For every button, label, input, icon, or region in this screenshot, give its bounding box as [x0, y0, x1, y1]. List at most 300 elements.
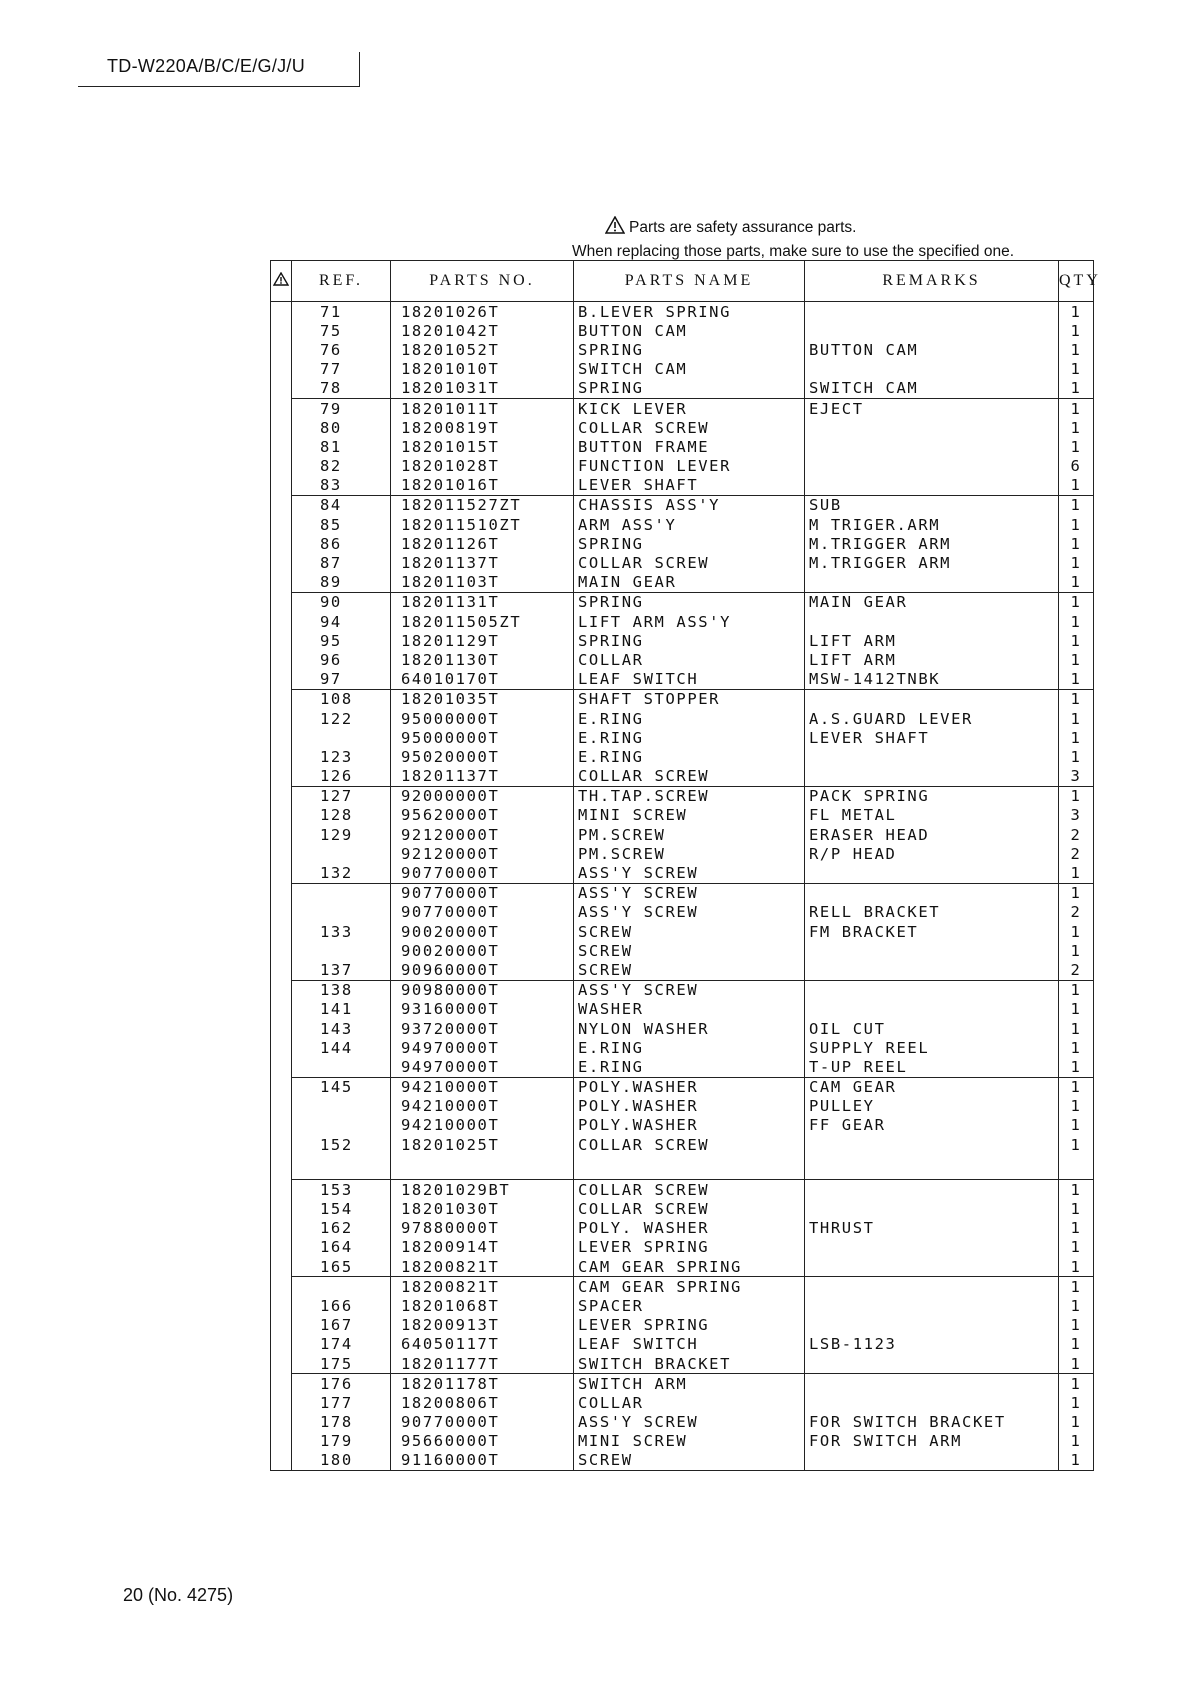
parts-name-cell: SWITCH BRACKET [574, 1354, 805, 1374]
table-row [271, 1135, 1094, 1154]
table-row [271, 903, 1094, 922]
remarks-cell: PULLEY [805, 1097, 1059, 1116]
parts-name-cell: SPRING [574, 379, 805, 399]
safety-symbol-cell [271, 1038, 292, 1057]
parts-name-cell: ASS'Y SCREW [574, 883, 805, 903]
ref-cell [292, 883, 391, 903]
parts-name-cell: SHAFT STOPPER [574, 689, 805, 709]
ref-cell: 162 [292, 1219, 391, 1238]
remarks-cell [805, 960, 1059, 980]
qty-cell: 1 [1059, 321, 1094, 340]
parts-no-cell: 18200914T [391, 1238, 574, 1257]
safety-symbol-cell [271, 1257, 292, 1277]
parts-no-cell: 90770000T [391, 883, 574, 903]
parts-name-cell: SCREW [574, 941, 805, 960]
ref-cell: 126 [292, 767, 391, 787]
ref-cell [292, 1097, 391, 1116]
model-number: TD-W220A/B/C/E/G/J/U [107, 56, 306, 76]
remarks-cell [805, 302, 1059, 322]
table-row [271, 340, 1094, 359]
ref-cell: 94 [292, 612, 391, 631]
table-row [271, 1451, 1094, 1471]
qty-cell: 1 [1059, 1097, 1094, 1116]
safety-symbol-cell [271, 553, 292, 572]
qty-cell: 1 [1059, 980, 1094, 1000]
remarks-cell: LIFT ARM [805, 631, 1059, 650]
remarks-cell: LSB-1123 [805, 1335, 1059, 1354]
parts-name-cell: KICK LEVER [574, 398, 805, 418]
parts-no-cell: 90020000T [391, 922, 574, 941]
safety-symbol-cell [271, 960, 292, 980]
parts-no-cell: 95020000T [391, 747, 574, 766]
table-row [271, 767, 1094, 787]
remarks-cell [805, 612, 1059, 631]
remarks-cell [805, 418, 1059, 437]
safety-symbol-cell [271, 747, 292, 766]
qty-cell: 1 [1059, 1277, 1094, 1297]
parts-no-cell: 90770000T [391, 863, 574, 883]
table-row [271, 457, 1094, 476]
parts-no-cell: 90980000T [391, 980, 574, 1000]
safety-symbol-cell [271, 1432, 292, 1451]
parts-no-cell: 90960000T [391, 960, 574, 980]
safety-note [572, 216, 1014, 263]
ref-cell: 178 [292, 1413, 391, 1432]
ref-cell: 82 [292, 457, 391, 476]
parts-no-cell: 18201131T [391, 592, 574, 612]
table-row [271, 1057, 1094, 1077]
qty-cell: 1 [1059, 418, 1094, 437]
safety-symbol-cell [271, 321, 292, 340]
remarks-cell: LEVER SHAFT [805, 728, 1059, 747]
parts-name-cell: ASS'Y SCREW [574, 903, 805, 922]
table-row [271, 360, 1094, 379]
table-row [271, 1219, 1094, 1238]
remarks-cell: MSW-1412TNBK [805, 670, 1059, 690]
parts-name-cell: COLLAR [574, 650, 805, 669]
ref-cell: 177 [292, 1393, 391, 1412]
table-row [271, 1393, 1094, 1412]
parts-name-cell: POLY.WASHER [574, 1077, 805, 1097]
remarks-cell [805, 1296, 1059, 1315]
safety-symbol-cell [271, 728, 292, 747]
remarks-cell: A.S.GUARD LEVER [805, 709, 1059, 728]
safety-symbol-cell [271, 1057, 292, 1077]
qty-cell: 1 [1059, 631, 1094, 650]
qty-cell: 1 [1059, 1432, 1094, 1451]
remarks-cell [805, 1199, 1059, 1218]
table-row [271, 1038, 1094, 1057]
ref-cell: 166 [292, 1296, 391, 1315]
ref-cell: 128 [292, 806, 391, 825]
safety-symbol-cell [271, 863, 292, 883]
qty-cell: 1 [1059, 379, 1094, 399]
remarks-cell: FOR SWITCH ARM [805, 1432, 1059, 1451]
safety-symbol-cell [271, 825, 292, 844]
ref-cell [292, 941, 391, 960]
parts-no-cell: 182011505ZT [391, 612, 574, 631]
ref-cell: 87 [292, 553, 391, 572]
qty-cell: 1 [1059, 709, 1094, 728]
ref-cell: 175 [292, 1354, 391, 1374]
parts-name-cell: COLLAR SCREW [574, 1199, 805, 1218]
remarks-cell [805, 437, 1059, 456]
table-row [271, 650, 1094, 669]
ref-cell [292, 1116, 391, 1135]
ref-cell: 154 [292, 1199, 391, 1218]
parts-name-cell: E.RING [574, 1038, 805, 1057]
parts-name-cell: MINI SCREW [574, 806, 805, 825]
table-row [271, 631, 1094, 650]
parts-name-cell: SPRING [574, 592, 805, 612]
remarks-cell [805, 883, 1059, 903]
parts-name-cell: POLY. WASHER [574, 1219, 805, 1238]
warning-triangle-icon [273, 273, 289, 290]
ref-cell: 90 [292, 592, 391, 612]
parts-name-cell: COLLAR SCREW [574, 767, 805, 787]
qty-cell: 1 [1059, 670, 1094, 690]
table-row [271, 534, 1094, 553]
parts-no-cell: 18201026T [391, 302, 574, 322]
qty-cell: 1 [1059, 1057, 1094, 1077]
header-ref: REF. [292, 261, 391, 302]
remarks-cell [805, 767, 1059, 787]
parts-name-cell: COLLAR SCREW [574, 418, 805, 437]
ref-cell: 167 [292, 1316, 391, 1335]
parts-no-cell: 93160000T [391, 1000, 574, 1019]
parts-no-cell: 95000000T [391, 728, 574, 747]
ref-cell: 77 [292, 360, 391, 379]
safety-symbol-cell [271, 650, 292, 669]
remarks-cell: CAM GEAR [805, 1077, 1059, 1097]
parts-name-cell: E.RING [574, 709, 805, 728]
parts-name-cell: POLY.WASHER [574, 1116, 805, 1135]
ref-cell: 83 [292, 476, 391, 496]
table-row [271, 806, 1094, 825]
table-row [271, 863, 1094, 883]
table-row [271, 302, 1094, 322]
ref-cell: 129 [292, 825, 391, 844]
remarks-cell [805, 980, 1059, 1000]
safety-symbol-cell [271, 612, 292, 631]
qty-cell: 1 [1059, 1257, 1094, 1277]
parts-name-cell: CAM GEAR SPRING [574, 1277, 805, 1297]
qty-cell: 1 [1059, 1374, 1094, 1394]
qty-cell [1059, 1154, 1094, 1180]
table-row [271, 1374, 1094, 1394]
table-row [271, 1180, 1094, 1200]
ref-cell [292, 1277, 391, 1297]
remarks-cell [805, 941, 1059, 960]
parts-no-cell: 18200819T [391, 418, 574, 437]
qty-cell: 1 [1059, 1199, 1094, 1218]
ref-cell: 71 [292, 302, 391, 322]
ref-cell: 95 [292, 631, 391, 650]
safety-symbol-cell [271, 844, 292, 863]
qty-cell: 1 [1059, 302, 1094, 322]
remarks-cell: M TRIGER.ARM [805, 515, 1059, 534]
table-row [271, 825, 1094, 844]
parts-name-cell: LEAF SWITCH [574, 1335, 805, 1354]
qty-cell: 3 [1059, 806, 1094, 825]
safety-symbol-cell [271, 457, 292, 476]
table-row [271, 515, 1094, 534]
ref-cell: 75 [292, 321, 391, 340]
table-row [271, 980, 1094, 1000]
header-vertical-rule [359, 52, 360, 87]
qty-cell: 1 [1059, 592, 1094, 612]
parts-name-cell: PM.SCREW [574, 825, 805, 844]
ref-cell [292, 1057, 391, 1077]
parts-no-cell: 18201052T [391, 340, 574, 359]
parts-name-cell: SPRING [574, 631, 805, 650]
header-qty: QTY [1059, 261, 1094, 302]
table-row [271, 437, 1094, 456]
parts-name-cell: COLLAR SCREW [574, 553, 805, 572]
remarks-cell: M.TRIGGER ARM [805, 553, 1059, 572]
qty-cell: 1 [1059, 1219, 1094, 1238]
ref-cell [292, 728, 391, 747]
safety-symbol-cell [271, 418, 292, 437]
parts-no-cell: 93720000T [391, 1019, 574, 1038]
qty-cell: 1 [1059, 786, 1094, 806]
safety-symbol-cell [271, 1335, 292, 1354]
qty-cell: 1 [1059, 883, 1094, 903]
ref-cell [292, 844, 391, 863]
warning-triangle-icon [605, 216, 625, 241]
table-row [271, 747, 1094, 766]
remarks-cell [805, 1135, 1059, 1154]
safety-symbol-cell [271, 340, 292, 359]
parts-no-cell: 94210000T [391, 1077, 574, 1097]
table-row [271, 1335, 1094, 1354]
remarks-cell: ERASER HEAD [805, 825, 1059, 844]
qty-cell: 2 [1059, 960, 1094, 980]
safety-symbol-cell [271, 302, 292, 322]
table-row [271, 1019, 1094, 1038]
parts-name-cell: SCREW [574, 922, 805, 941]
table-row [271, 728, 1094, 747]
qty-cell: 1 [1059, 747, 1094, 766]
parts-no-cell: 18200913T [391, 1316, 574, 1335]
table-row [271, 941, 1094, 960]
safety-symbol-cell [271, 476, 292, 496]
safety-note-line2: When replacing those parts, make sure to use the specified one. [572, 243, 1014, 260]
table-row [271, 592, 1094, 612]
table-row [271, 1257, 1094, 1277]
parts-name-cell: B.LEVER SPRING [574, 302, 805, 322]
table-row [271, 1199, 1094, 1218]
parts-name-cell: LEVER SHAFT [574, 476, 805, 496]
ref-cell: 80 [292, 418, 391, 437]
parts-name-cell: ASS'Y SCREW [574, 863, 805, 883]
parts-no-cell: 18201137T [391, 767, 574, 787]
parts-no-cell: 95000000T [391, 709, 574, 728]
qty-cell: 2 [1059, 825, 1094, 844]
parts-no-cell: 90770000T [391, 1413, 574, 1432]
safety-symbol-cell [271, 1451, 292, 1471]
safety-symbol-cell [271, 1116, 292, 1135]
table-row [271, 960, 1094, 980]
remarks-cell [805, 1238, 1059, 1257]
remarks-cell [805, 1451, 1059, 1471]
ref-cell: 79 [292, 398, 391, 418]
table-row [271, 1238, 1094, 1257]
table-row [271, 689, 1094, 709]
qty-cell: 1 [1059, 863, 1094, 883]
safety-symbol-cell [271, 398, 292, 418]
parts-no-cell: 18201030T [391, 1199, 574, 1218]
ref-cell: 132 [292, 863, 391, 883]
qty-cell: 1 [1059, 1180, 1094, 1200]
remarks-cell: THRUST [805, 1219, 1059, 1238]
ref-cell: 127 [292, 786, 391, 806]
qty-cell: 1 [1059, 553, 1094, 572]
parts-name-cell: E.RING [574, 728, 805, 747]
parts-no-cell: 18201126T [391, 534, 574, 553]
parts-no-cell: 18201025T [391, 1135, 574, 1154]
table-row [271, 709, 1094, 728]
qty-cell: 3 [1059, 767, 1094, 787]
parts-name-cell: SCREW [574, 1451, 805, 1471]
table-row [271, 573, 1094, 593]
safety-symbol-cell [271, 980, 292, 1000]
table-row [271, 1116, 1094, 1135]
table-row [271, 553, 1094, 572]
table-row [271, 1354, 1094, 1374]
parts-no-cell: 92120000T [391, 825, 574, 844]
safety-symbol-cell [271, 1199, 292, 1218]
safety-symbol-cell [271, 1135, 292, 1154]
remarks-cell [805, 863, 1059, 883]
parts-no-cell: 18201178T [391, 1374, 574, 1394]
table-row [271, 1154, 1094, 1180]
safety-symbol-cell [271, 1316, 292, 1335]
parts-no-cell [391, 1154, 574, 1180]
parts-name-cell: POLY.WASHER [574, 1097, 805, 1116]
parts-no-cell: 94210000T [391, 1116, 574, 1135]
table-header-row [271, 261, 1094, 302]
safety-symbol-cell [271, 786, 292, 806]
ref-cell: 180 [292, 1451, 391, 1471]
parts-no-cell: 18200821T [391, 1257, 574, 1277]
parts-no-cell: 91160000T [391, 1451, 574, 1471]
safety-symbol-cell [271, 1238, 292, 1257]
qty-cell: 6 [1059, 457, 1094, 476]
safety-symbol-cell [271, 573, 292, 593]
qty-cell: 1 [1059, 1354, 1094, 1374]
remarks-cell [805, 1000, 1059, 1019]
parts-no-cell: 18201029BT [391, 1180, 574, 1200]
safety-symbol-cell [271, 941, 292, 960]
safety-symbol-cell [271, 709, 292, 728]
qty-cell: 1 [1059, 1451, 1094, 1471]
safety-symbol-cell [271, 360, 292, 379]
remarks-cell: RELL BRACKET [805, 903, 1059, 922]
remarks-cell: FOR SWITCH BRACKET [805, 1413, 1059, 1432]
parts-name-cell: CHASSIS ASS'Y [574, 495, 805, 515]
qty-cell: 1 [1059, 495, 1094, 515]
safety-symbol-cell [271, 1077, 292, 1097]
safety-symbol-cell [271, 1000, 292, 1019]
parts-no-cell: 92120000T [391, 844, 574, 863]
remarks-cell [805, 360, 1059, 379]
safety-symbol-cell [271, 1154, 292, 1180]
remarks-cell: LIFT ARM [805, 650, 1059, 669]
parts-name-cell: LIFT ARM ASS'Y [574, 612, 805, 631]
qty-cell: 1 [1059, 941, 1094, 960]
ref-cell: 174 [292, 1335, 391, 1354]
parts-name-cell: NYLON WASHER [574, 1019, 805, 1038]
table-row [271, 670, 1094, 690]
qty-cell: 1 [1059, 573, 1094, 593]
parts-name-cell: SPACER [574, 1296, 805, 1315]
table-row [271, 922, 1094, 941]
qty-cell: 1 [1059, 689, 1094, 709]
parts-no-cell: 94970000T [391, 1057, 574, 1077]
parts-no-cell: 95660000T [391, 1432, 574, 1451]
table-row [271, 1432, 1094, 1451]
parts-name-cell: SPRING [574, 340, 805, 359]
ref-cell: 143 [292, 1019, 391, 1038]
parts-no-cell: 92000000T [391, 786, 574, 806]
remarks-cell [805, 457, 1059, 476]
remarks-cell: SUB [805, 495, 1059, 515]
safety-symbol-cell [271, 806, 292, 825]
safety-symbol-cell [271, 495, 292, 515]
qty-cell: 1 [1059, 1316, 1094, 1335]
remarks-cell: R/P HEAD [805, 844, 1059, 863]
table-row [271, 1097, 1094, 1116]
remarks-cell: EJECT [805, 398, 1059, 418]
header-remarks: REMARKS [805, 261, 1059, 302]
parts-name-cell: WASHER [574, 1000, 805, 1019]
ref-cell: 122 [292, 709, 391, 728]
parts-no-cell: 18201016T [391, 476, 574, 496]
qty-cell: 1 [1059, 437, 1094, 456]
parts-name-cell: BUTTON FRAME [574, 437, 805, 456]
ref-cell [292, 903, 391, 922]
table-row [271, 379, 1094, 399]
parts-name-cell: ARM ASS'Y [574, 515, 805, 534]
parts-name-cell: BUTTON CAM [574, 321, 805, 340]
parts-name-cell: ASS'Y SCREW [574, 980, 805, 1000]
remarks-cell [805, 1316, 1059, 1335]
safety-symbol-cell [271, 1219, 292, 1238]
parts-no-cell: 18201028T [391, 457, 574, 476]
safety-symbol-cell [271, 689, 292, 709]
remarks-cell: T-UP REEL [805, 1057, 1059, 1077]
qty-cell: 1 [1059, 476, 1094, 496]
ref-cell: 176 [292, 1374, 391, 1394]
ref-cell: 85 [292, 515, 391, 534]
ref-cell: 97 [292, 670, 391, 690]
remarks-cell: SWITCH CAM [805, 379, 1059, 399]
remarks-cell [805, 1354, 1059, 1374]
header-parts-name: PARTS NAME [574, 261, 805, 302]
safety-symbol-cell [271, 1393, 292, 1412]
safety-note-line1: Parts are safety assurance parts. [629, 219, 857, 236]
qty-cell: 1 [1059, 650, 1094, 669]
remarks-cell [805, 476, 1059, 496]
parts-name-cell: SWITCH CAM [574, 360, 805, 379]
parts-no-cell: 18201042T [391, 321, 574, 340]
ref-cell: 141 [292, 1000, 391, 1019]
qty-cell: 1 [1059, 1135, 1094, 1154]
ref-cell: 96 [292, 650, 391, 669]
parts-no-cell: 97880000T [391, 1219, 574, 1238]
safety-symbol-cell [271, 1097, 292, 1116]
